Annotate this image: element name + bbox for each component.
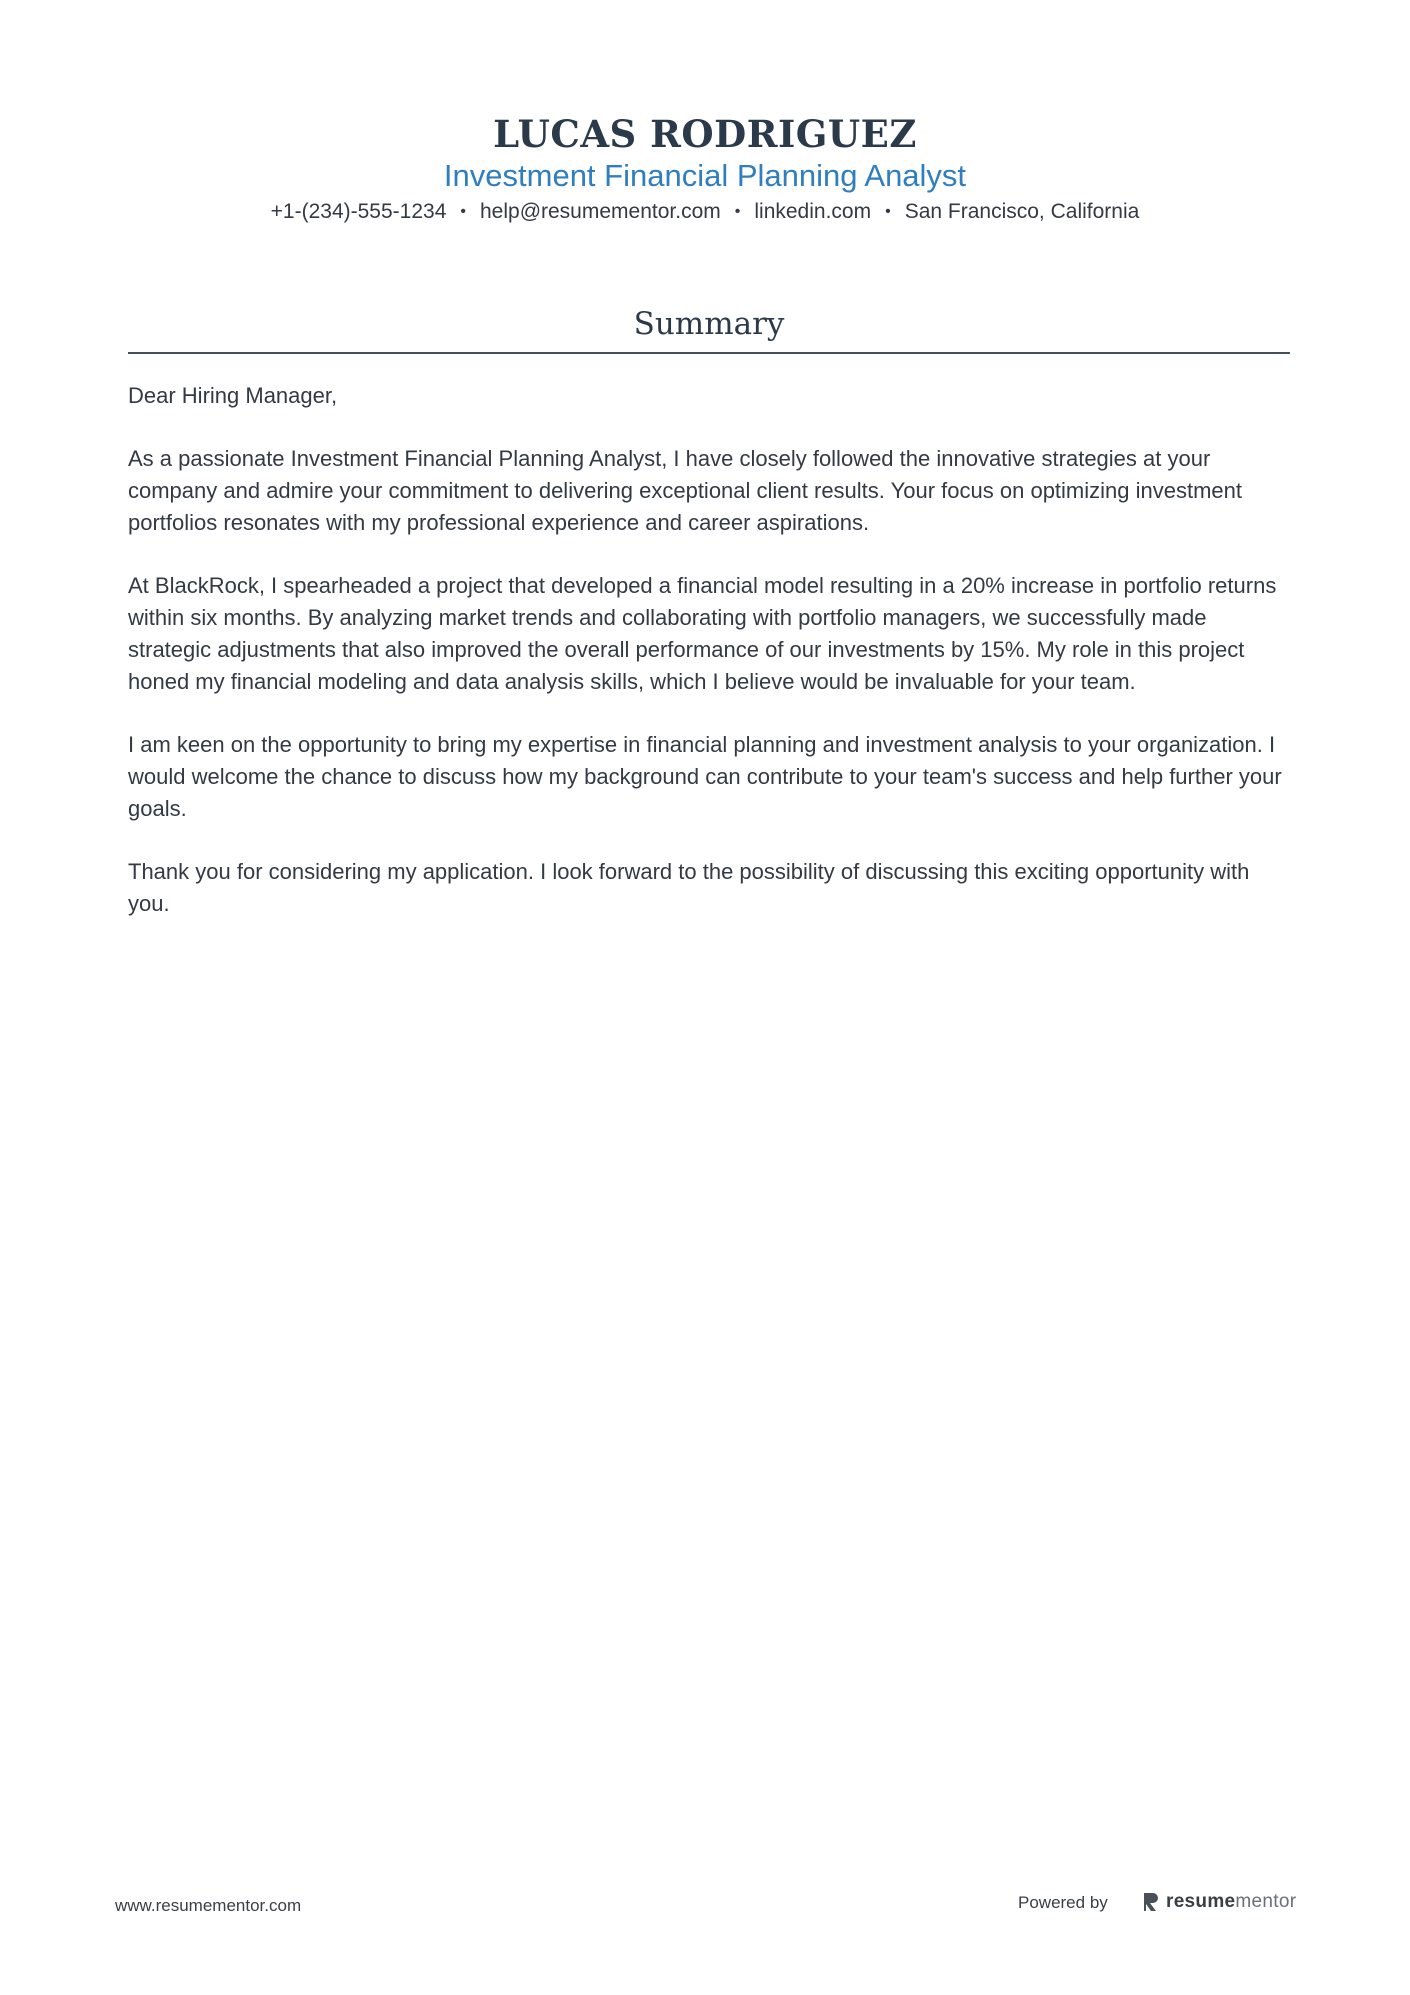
powered-by-label: Powered by xyxy=(1018,1893,1108,1912)
contact-phone: +1-(234)-555-1234 xyxy=(270,200,447,223)
letter-paragraph: As a passionate Investment Financial Planning Analyst, I have closely followed the innovative strategies at your company and admire your commitment to delivering exceptional client results. Your focus on optimizing investment portfolios resonates with my professional experience and career aspirations. xyxy=(128,446,1242,535)
brand-wordmark-light: mentor xyxy=(1235,1891,1297,1912)
letter-paragraph: At BlackRock, I spearheaded a project that developed a financial model resulting in a 20% increase in portfolio returns within six months. By analyzing market trends and collaborating with portfolio managers, we successfully made strategic adjustments that also improved the overall performance of our investments by 15%. My role in this project honed my financial modeling and data analysis skills, which I believe would be invaluable for your team. xyxy=(128,573,1277,694)
contact-line xyxy=(0,198,1410,226)
contact-website[interactable]: linkedin.com xyxy=(754,200,872,223)
letter-body xyxy=(128,380,1290,951)
resumementor-logo-icon xyxy=(1142,1891,1160,1913)
footer-website[interactable]: www.resumementor.com xyxy=(115,1896,302,1915)
contact-separator: • xyxy=(734,203,741,220)
resumementor-logo[interactable] xyxy=(1142,1888,1296,1916)
brand-wordmark xyxy=(1166,1891,1296,1913)
contact-email[interactable]: help@resumementor.com xyxy=(479,200,721,223)
section-divider xyxy=(128,352,1290,354)
contact-separator: • xyxy=(885,203,891,220)
brand-wordmark-bold: resume xyxy=(1166,1891,1236,1912)
letter-paragraph: Thank you for considering my application. I look forward to the possibility of discussing this exciting opportunity with you. xyxy=(128,859,1250,916)
job-title: Investment Financial Planning Analyst xyxy=(443,158,967,193)
section-heading-summary: Summary xyxy=(633,306,785,342)
contact-location: San Francisco, California xyxy=(904,200,1140,223)
letter-greeting: Dear Hiring Manager, xyxy=(128,383,338,408)
resume-header xyxy=(0,112,1410,226)
contact-separator: • xyxy=(460,203,466,220)
candidate-name: LUCAS RODRIGUEZ xyxy=(493,112,917,156)
letter-paragraph: I am keen on the opportunity to bring my expertise in financial planning and investment analysis to your organization. I would welcome the chance to discuss how my background can contribute to your team's success and help further your goals. xyxy=(128,732,1282,821)
